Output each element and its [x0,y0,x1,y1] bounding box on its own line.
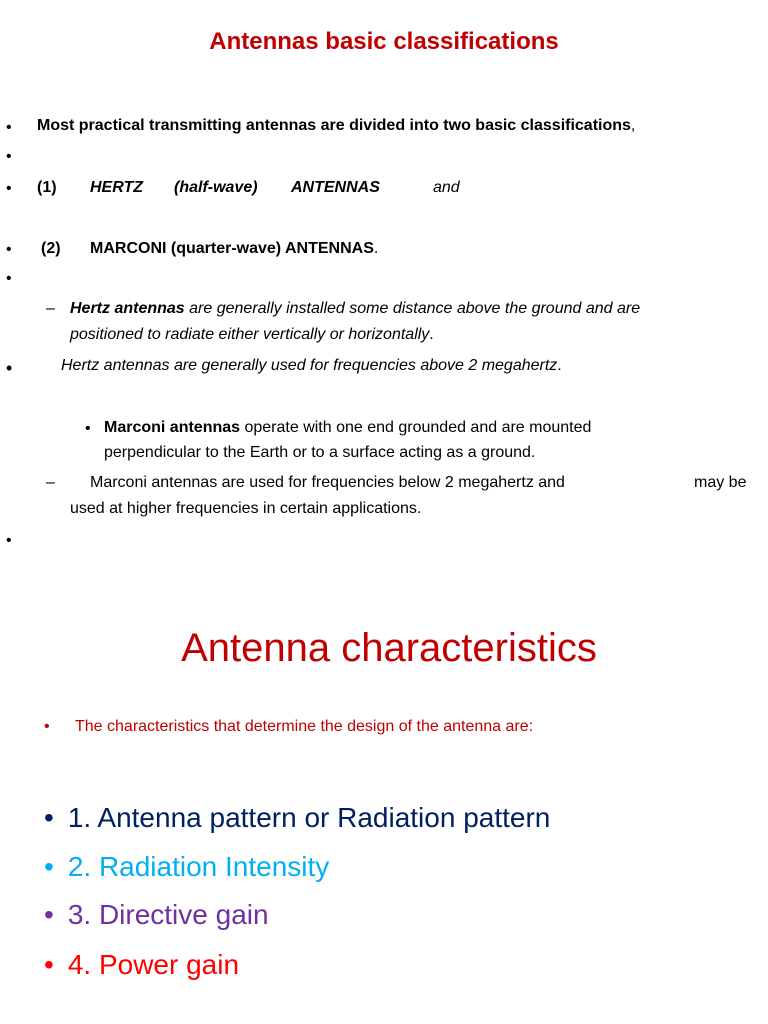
item1-type: (half-wave) [174,179,258,196]
hertz-bold: Hertz antennas [70,300,185,317]
bullet-dot: • [44,949,54,980]
intro-punct: , [630,117,636,134]
item2-punct: . [373,240,379,257]
characteristic-item [44,898,269,932]
characteristic-item [44,948,239,982]
intro-text [37,114,635,138]
dash-marker: – [46,300,55,317]
characteristic-label: 3. Directive gain [67,899,269,930]
item1-line [37,176,460,200]
bullet-dot: • [44,802,54,833]
marconi-rest1: operate with one end grounded and are mounted [240,419,592,436]
item1-word: ANTENNAS [291,179,380,196]
hertz-rest1: are generally installed some distance above the ground and are [184,300,641,317]
marconi-bold: Marconi antennas [104,419,241,436]
hertz-freq-punct: . [557,357,562,374]
characteristic-label: 2. Radiation Intensity [67,851,330,882]
marconi-freq1: Marconi antennas are used for frequencies below 2 megahertz and [90,474,565,491]
marconi-line2: perpendicular to the Earth or to a surface acting as a ground. [104,444,536,461]
bullet-dot: • [44,718,50,735]
marconi-line1 [104,416,591,440]
item2-num: (2) [41,240,61,257]
characteristic-item [44,850,329,884]
bullet-dot: • [6,148,12,165]
item2-text [90,237,378,261]
characteristic-label: 4. Power gain [67,949,240,980]
item2-label: MARCONI (quarter-wave) ANTENNAS [90,240,374,257]
bullet-dot: • [44,899,54,930]
item1-name: HERTZ [90,179,144,196]
hertz-line1 [70,297,640,321]
marconi-freq1b: may be [694,474,747,491]
slide2-intro: The characteristics that determine the design of the antenna are: [75,718,534,735]
hertz-line2 [70,323,434,347]
bullet-dot: • [44,851,54,882]
characteristic-label: 1. Antenna pattern or Radiation pattern [67,802,551,833]
bullet-dot: • [6,358,13,378]
item1-and: and [433,179,460,196]
slide2-title: Antenna characteristics [181,626,597,670]
bullet-dot: • [6,532,12,549]
bullet-dot: • [85,420,91,437]
item2-line [41,237,379,261]
hertz-freq-text: Hertz antennas are generally used for frequencies above 2 megahertz [61,357,558,374]
hertz-rest2: positioned to radiate either vertically or horizontally [70,326,430,343]
hertz-freq [61,354,562,378]
intro-label: Most practical transmitting antennas are divided into two basic classifications [37,117,631,134]
dash-marker: – [46,474,55,491]
slide1-title: Antennas basic classifications [209,28,559,55]
marconi-freq2: used at higher frequencies in certain applications. [70,500,422,517]
bullet-dot: • [6,270,12,287]
characteristic-item [44,801,550,835]
item1-num: (1) [37,179,57,196]
bullet-dot: • [6,119,12,136]
bullet-dot: • [6,241,12,258]
hertz-rest2-punct: . [429,326,434,343]
bullet-dot: • [6,180,12,197]
